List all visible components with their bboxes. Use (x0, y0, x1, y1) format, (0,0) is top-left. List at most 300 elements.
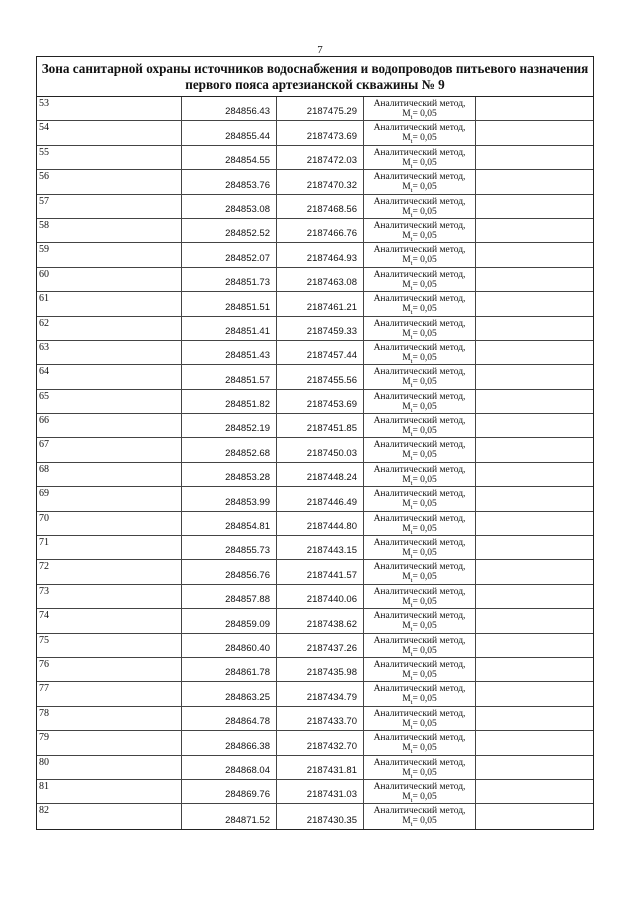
accuracy-label: = 0,05 (412, 328, 437, 339)
coordinate-y-cell (277, 756, 364, 779)
accuracy-value: $M_t= 0,05$ (402, 572, 437, 585)
coordinate-x: 284863.25 (225, 691, 270, 703)
method-text (364, 99, 475, 123)
point-number-cell (37, 243, 182, 266)
method-cell (364, 804, 476, 828)
accuracy-value: $M_t= 0,05$ (402, 743, 437, 756)
table-row (37, 146, 593, 170)
point-number-cell (37, 463, 182, 486)
method-text (364, 514, 475, 538)
point-number: 59 (39, 244, 49, 256)
empty-cell (476, 243, 593, 266)
coordinate-y: 2187450.03 (306, 447, 357, 459)
method-text (364, 806, 475, 830)
point-number-cell (37, 365, 182, 388)
point-number-cell (37, 512, 182, 535)
point-number: 80 (39, 756, 49, 768)
coordinate-y: 2187453.69 (306, 399, 357, 411)
method-label: Аналитический метод, (373, 245, 466, 256)
method-label: Аналитический метод, (373, 781, 466, 792)
coordinate-x: 284868.04 (225, 764, 270, 776)
coordinate-y-cell (277, 146, 364, 169)
empty-cell (476, 97, 593, 120)
empty-cell (476, 731, 593, 754)
coordinate-x-cell (182, 219, 277, 242)
table-row (37, 97, 593, 121)
accuracy-label: = 0,05 (412, 718, 437, 729)
method-label: Аналитический метод, (373, 659, 466, 670)
accuracy-label: = 0,05 (412, 523, 437, 534)
accuracy-value: $M_t= 0,05$ (402, 157, 437, 170)
coordinate-x: 284852.52 (225, 228, 270, 240)
coordinate-x-cell (182, 658, 277, 681)
coordinate-x: 284854.55 (225, 155, 270, 167)
table-row (37, 780, 593, 804)
method-label: Аналитический метод, (373, 196, 466, 207)
coordinate-y: 2187473.69 (306, 130, 357, 142)
method-cell (364, 268, 476, 291)
point-number: 82 (39, 805, 49, 817)
coordinate-y-cell (277, 560, 364, 583)
coordinate-y: 2187433.70 (306, 716, 357, 728)
point-number: 58 (39, 219, 49, 231)
coordinate-x: 284851.57 (225, 374, 270, 386)
point-number: 61 (39, 293, 49, 305)
accuracy-label: = 0,05 (412, 791, 437, 802)
table-row (37, 438, 593, 462)
coordinate-y: 2187463.08 (306, 277, 357, 289)
method-cell (364, 634, 476, 657)
method-text (364, 148, 475, 172)
point-number: 72 (39, 561, 49, 573)
coordinate-y: 2187434.79 (306, 691, 357, 703)
method-text (364, 538, 475, 562)
table-title-line-1: Зона санитарной охраны источников водоснабжения и водопроводов питьевого назначения (41, 61, 589, 76)
method-cell (364, 658, 476, 681)
accuracy-label: = 0,05 (412, 352, 437, 363)
coordinate-y-cell (277, 536, 364, 559)
table-row (37, 365, 593, 389)
coordinate-x: 284853.99 (225, 496, 270, 508)
coordinate-y-cell (277, 780, 364, 803)
method-label: Аналитический метод, (373, 147, 466, 158)
accuracy-label: = 0,05 (412, 109, 437, 119)
empty-cell (476, 170, 593, 193)
point-number-cell (37, 658, 182, 681)
method-label: Аналитический метод, (373, 172, 466, 183)
point-number: 53 (39, 98, 49, 109)
coordinate-x-cell (182, 487, 277, 510)
accuracy-value: $M_t= 0,05$ (402, 328, 437, 341)
method-label: Аналитический метод, (373, 489, 466, 500)
point-number-cell (37, 170, 182, 193)
point-number-cell (37, 121, 182, 144)
empty-cell (476, 634, 593, 657)
coordinate-y-cell (277, 365, 364, 388)
point-number: 64 (39, 366, 49, 378)
accuracy-value: $M_t= 0,05$ (402, 645, 437, 658)
coordinate-y: 2187431.81 (306, 764, 357, 776)
point-number-cell (37, 756, 182, 779)
method-text (364, 270, 475, 294)
coordinate-x-cell (182, 536, 277, 559)
accuracy-label: = 0,05 (412, 182, 437, 193)
method-cell (364, 756, 476, 779)
method-cell (364, 97, 476, 120)
accuracy-value: $M_t= 0,05$ (402, 230, 437, 243)
point-number: 75 (39, 634, 49, 646)
accuracy-label: = 0,05 (412, 133, 437, 144)
table-row (37, 170, 593, 194)
coordinate-x: 284856.43 (225, 106, 270, 118)
coordinate-y-cell (277, 341, 364, 364)
accuracy-value: $M_t= 0,05$ (402, 669, 437, 682)
accuracy-label: = 0,05 (412, 572, 437, 583)
coordinate-y-cell (277, 463, 364, 486)
accuracy-value: $M_t= 0,05$ (402, 499, 437, 512)
accuracy-value: $M_t= 0,05$ (402, 255, 437, 268)
empty-cell (476, 658, 593, 681)
coordinate-y-cell (277, 414, 364, 437)
method-label: Аналитический метод, (373, 562, 466, 573)
coordinate-y: 2187437.26 (306, 642, 357, 654)
point-number: 66 (39, 415, 49, 427)
coordinate-y-cell (277, 121, 364, 144)
method-text (364, 172, 475, 196)
method-cell (364, 609, 476, 632)
accuracy-label: = 0,05 (412, 401, 437, 412)
coordinate-x: 284871.52 (225, 814, 270, 826)
accuracy-label: = 0,05 (412, 426, 437, 437)
coordinate-x: 284866.38 (225, 740, 270, 752)
method-cell (364, 170, 476, 193)
coordinate-y: 2187441.57 (306, 569, 357, 581)
coordinate-y-cell (277, 170, 364, 193)
accuracy-label: = 0,05 (412, 499, 437, 510)
accuracy-label: = 0,05 (412, 255, 437, 266)
table-row (37, 317, 593, 341)
coordinate-x: 284852.07 (225, 252, 270, 264)
empty-cell (476, 146, 593, 169)
method-label: Аналитический метод, (373, 416, 466, 427)
point-number-cell (37, 414, 182, 437)
accuracy-value: $M_t= 0,05$ (402, 816, 437, 829)
point-number: 76 (39, 658, 49, 670)
method-cell (364, 292, 476, 315)
coordinate-x: 284852.68 (225, 447, 270, 459)
point-number: 79 (39, 732, 49, 744)
method-text (364, 197, 475, 221)
coordinate-x: 284853.08 (225, 203, 270, 215)
accuracy-value: $M_t= 0,05$ (402, 450, 437, 463)
coordinate-x: 284860.40 (225, 642, 270, 654)
point-number: 68 (39, 463, 49, 475)
point-number-cell (37, 487, 182, 510)
accuracy-value: $M_t= 0,05$ (402, 596, 437, 609)
coordinate-x-cell (182, 341, 277, 364)
accuracy-label: = 0,05 (412, 694, 437, 705)
point-number: 71 (39, 537, 49, 549)
empty-cell (476, 756, 593, 779)
method-cell (364, 243, 476, 266)
coordinate-y: 2187430.35 (306, 814, 357, 826)
method-label: Аналитический метод, (373, 391, 466, 402)
method-text (364, 367, 475, 391)
coordinate-y: 2187466.76 (306, 228, 357, 240)
coordinate-y-cell (277, 438, 364, 461)
coordinate-x-cell (182, 756, 277, 779)
point-number-cell (37, 731, 182, 754)
coordinate-x: 284861.78 (225, 667, 270, 679)
page-number: 7 (317, 44, 323, 56)
table-row (37, 756, 593, 780)
coordinate-x: 284854.81 (225, 521, 270, 533)
method-cell (364, 365, 476, 388)
method-text (364, 733, 475, 757)
accuracy-value: $M_t= 0,05$ (402, 377, 437, 390)
method-cell (364, 731, 476, 754)
coordinate-y-cell (277, 97, 364, 120)
table-row (37, 414, 593, 438)
table-title-line-2: первого пояса артезианской скважины № 9 (185, 77, 445, 92)
coordinate-y: 2187440.06 (306, 594, 357, 606)
point-number-cell (37, 682, 182, 705)
coordinate-x-cell (182, 707, 277, 730)
coordinate-x-cell (182, 804, 277, 828)
point-number-cell (37, 536, 182, 559)
point-number-cell (37, 97, 182, 120)
table-row (37, 243, 593, 267)
coordinate-x-cell (182, 292, 277, 315)
method-cell (364, 317, 476, 340)
coordinate-y: 2187431.03 (306, 789, 357, 801)
method-label: Аналитический метод, (373, 123, 466, 134)
method-cell (364, 512, 476, 535)
method-label: Аналитический метод, (373, 367, 466, 378)
method-cell (364, 195, 476, 218)
point-number: 81 (39, 780, 49, 792)
accuracy-value: $M_t= 0,05$ (402, 352, 437, 365)
accuracy-label: = 0,05 (412, 304, 437, 315)
coordinate-y-cell (277, 804, 364, 828)
table-row (37, 512, 593, 536)
coordinate-y: 2187459.33 (306, 325, 357, 337)
coordinate-x-cell (182, 414, 277, 437)
coordinate-y-cell (277, 487, 364, 510)
coordinate-x: 284856.76 (225, 569, 270, 581)
table-row (37, 292, 593, 316)
method-cell (364, 341, 476, 364)
empty-cell (476, 414, 593, 437)
method-label: Аналитический метод, (373, 538, 466, 549)
accuracy-value: $M_t= 0,05$ (402, 182, 437, 195)
coordinate-x: 284864.78 (225, 716, 270, 728)
method-cell (364, 219, 476, 242)
method-text (364, 221, 475, 245)
empty-cell (476, 317, 593, 340)
table-row (37, 390, 593, 414)
coordinate-x: 284869.76 (225, 789, 270, 801)
method-text (364, 684, 475, 708)
method-cell (364, 414, 476, 437)
coordinate-y: 2187444.80 (306, 521, 357, 533)
coordinate-y: 2187468.56 (306, 203, 357, 215)
point-number: 73 (39, 585, 49, 597)
coordinate-y-cell (277, 268, 364, 291)
coordinate-x-cell (182, 609, 277, 632)
coordinate-y: 2187443.15 (306, 545, 357, 557)
coordinate-x-cell (182, 268, 277, 291)
accuracy-value: $M_t= 0,05$ (402, 694, 437, 707)
coordinate-x: 284853.76 (225, 179, 270, 191)
empty-cell (476, 121, 593, 144)
coordinate-x: 284853.28 (225, 472, 270, 484)
coordinate-x-cell (182, 780, 277, 803)
point-number-cell (37, 585, 182, 608)
point-number-cell (37, 634, 182, 657)
coordinate-x-cell (182, 146, 277, 169)
coordinate-x-cell (182, 560, 277, 583)
point-number: 55 (39, 146, 49, 158)
point-number-cell (37, 195, 182, 218)
coordinate-y: 2187472.03 (306, 155, 357, 167)
method-text (364, 294, 475, 318)
coordinate-x-cell (182, 731, 277, 754)
point-number: 77 (39, 683, 49, 695)
accuracy-label: = 0,05 (412, 816, 437, 827)
empty-cell (476, 438, 593, 461)
coordinate-y-cell (277, 707, 364, 730)
table-row (37, 463, 593, 487)
method-cell (364, 780, 476, 803)
coordinate-x-cell (182, 97, 277, 120)
coordinate-y-cell (277, 292, 364, 315)
accuracy-label: = 0,05 (412, 621, 437, 632)
coordinate-y-cell (277, 390, 364, 413)
empty-cell (476, 804, 593, 828)
coordinate-x-cell (182, 438, 277, 461)
point-number: 62 (39, 317, 49, 329)
method-label: Аналитический метод, (373, 684, 466, 695)
empty-cell (476, 365, 593, 388)
point-number: 57 (39, 195, 49, 207)
accuracy-label: = 0,05 (412, 743, 437, 754)
empty-cell (476, 195, 593, 218)
point-number-cell (37, 609, 182, 632)
coordinate-y-cell (277, 512, 364, 535)
method-text (364, 319, 475, 343)
accuracy-value: $M_t= 0,05$ (402, 426, 437, 438)
coordinate-y-cell (277, 243, 364, 266)
point-number-cell (37, 780, 182, 803)
point-number: 60 (39, 268, 49, 280)
method-cell (364, 682, 476, 705)
table-row (37, 682, 593, 706)
empty-cell (476, 390, 593, 413)
method-cell (364, 487, 476, 510)
empty-cell (476, 536, 593, 559)
empty-cell (476, 512, 593, 535)
table-row (37, 487, 593, 511)
coordinate-x-cell (182, 634, 277, 657)
method-text (364, 465, 475, 489)
accuracy-value: $M_t= 0,05$ (402, 304, 437, 317)
coordinate-y: 2187464.93 (306, 252, 357, 264)
table-row (37, 219, 593, 243)
accuracy-value: $M_t= 0,05$ (402, 767, 437, 780)
point-number-cell (37, 341, 182, 364)
coordinate-y-cell (277, 195, 364, 218)
point-number-cell (37, 292, 182, 315)
method-label: Аналитический метод, (373, 513, 466, 524)
table-row (37, 585, 593, 609)
method-text (364, 709, 475, 733)
coordinate-y: 2187457.44 (306, 350, 357, 362)
coordinate-y-cell (277, 219, 364, 242)
coordinate-x: 284857.88 (225, 594, 270, 606)
accuracy-value: $M_t= 0,05$ (402, 523, 437, 536)
method-text (364, 343, 475, 367)
coordinates-table (36, 56, 594, 830)
accuracy-label: = 0,05 (412, 230, 437, 241)
point-number: 54 (39, 122, 49, 134)
coordinate-y: 2187455.56 (306, 374, 357, 386)
accuracy-value: $M_t= 0,05$ (402, 279, 437, 292)
table-row (37, 195, 593, 219)
table-body (37, 97, 593, 829)
empty-cell (476, 707, 593, 730)
accuracy-label: = 0,05 (412, 157, 437, 168)
accuracy-label: = 0,05 (412, 767, 437, 778)
coordinate-x: 284851.51 (225, 301, 270, 313)
coordinate-x-cell (182, 365, 277, 388)
method-text (364, 782, 475, 806)
method-label: Аналитический метод, (373, 757, 466, 768)
point-number: 74 (39, 610, 49, 622)
point-number-cell (37, 560, 182, 583)
coordinate-x-cell (182, 682, 277, 705)
point-number: 56 (39, 171, 49, 183)
empty-cell (476, 609, 593, 632)
point-number-cell (37, 317, 182, 340)
accuracy-value: $M_t= 0,05$ (402, 133, 437, 146)
accuracy-label: = 0,05 (412, 596, 437, 607)
accuracy-value: $M_t= 0,05$ (402, 474, 437, 487)
accuracy-label: = 0,05 (412, 450, 437, 461)
accuracy-value: $M_t= 0,05$ (402, 548, 437, 560)
empty-cell (476, 341, 593, 364)
empty-cell (476, 219, 593, 242)
coordinate-x: 284855.73 (225, 545, 270, 557)
method-cell (364, 146, 476, 169)
coordinate-y: 2187475.29 (306, 106, 357, 118)
coordinate-x-cell (182, 195, 277, 218)
table-row (37, 707, 593, 731)
accuracy-value: $M_t= 0,05$ (402, 401, 437, 414)
method-cell (364, 121, 476, 144)
coordinate-x: 284852.19 (225, 423, 270, 435)
coordinate-x: 284851.73 (225, 277, 270, 289)
coordinate-y: 2187470.32 (306, 179, 357, 191)
method-text (364, 562, 475, 586)
coordinate-y: 2187435.98 (306, 667, 357, 679)
coordinate-x-cell (182, 317, 277, 340)
table-row (37, 560, 593, 584)
method-label: Аналитический метод, (373, 99, 466, 109)
method-label: Аналитический метод, (373, 733, 466, 744)
point-number-cell (37, 268, 182, 291)
method-text (364, 758, 475, 782)
